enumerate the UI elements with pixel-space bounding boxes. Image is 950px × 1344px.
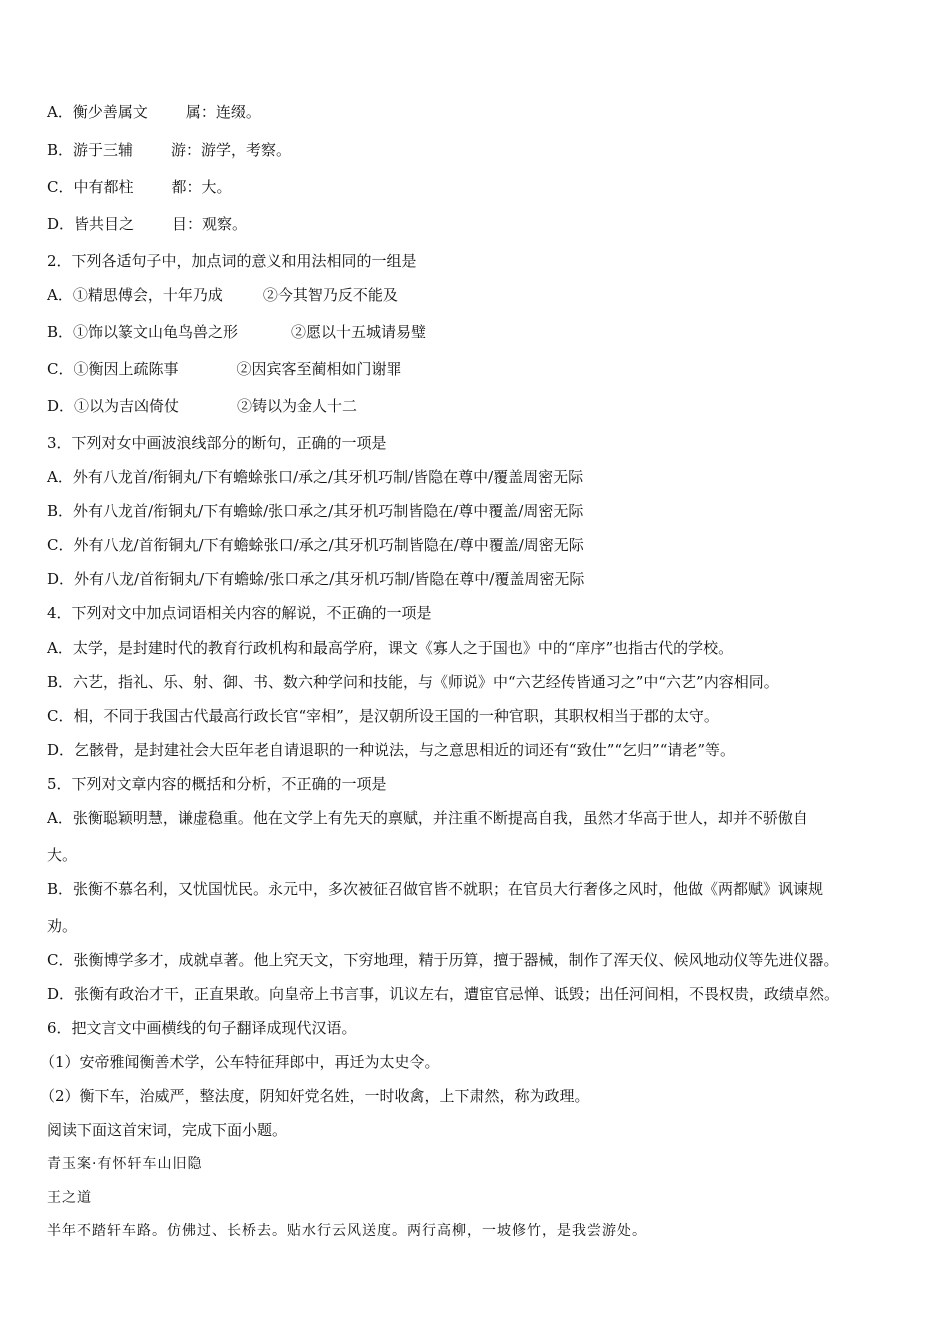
q3-stem: 3．下列对女中画波浪线部分的断句，正确的一项是	[47, 434, 387, 452]
q1-option-b-note: 游：游学，考察。	[171, 141, 292, 159]
q1-option-a-note: 属：连缀。	[185, 103, 261, 121]
q2-option-d-second: ②铸以为金人十二	[237, 397, 358, 415]
q1-option-d	[47, 215, 247, 233]
q1-option-c	[47, 178, 232, 196]
poem-text: 半年不踏轩车路。仿佛过、长桥去。贴水行云风送度。两行高柳，一坡修竹，是我尝游处。	[47, 1223, 647, 1239]
q5-option-b-line2: 劝。	[47, 917, 78, 935]
q2-option-a-second: ②今其智乃反不能及	[262, 286, 398, 304]
q1-option-d-note: 目：观察。	[172, 215, 248, 233]
q4-option-d: D．乞骸骨，是封建社会大臣年老自请退职的一种说法，与之意思相近的词还有“致仕”“乞归”“请老”等。	[47, 741, 736, 759]
q5-option-b-line1: B．张衡不慕名利，又忧国忧民。永元中，多次被征召做官皆不就职；在官员大行奢侈之风时，他做《两都赋》讽谏规	[47, 880, 824, 898]
q2-option-a	[47, 286, 398, 304]
q5-stem: 5．下列对文章内容的概括和分析，不正确的一项是	[47, 775, 387, 793]
q1-option-b-label: B．游于三辅	[47, 141, 134, 159]
q6-item-1: （1）安帝雅闻衡善术学，公车特征拜郎中，再迁为太史令。	[40, 1053, 440, 1071]
q1-option-b	[47, 141, 291, 159]
q4-option-c: C．相，不同于我国古代最高行政长官“宰相”，是汉朝所设王国的一种官职，其职权相当于郡的太守。	[47, 707, 719, 725]
poem-author: 王之道	[47, 1190, 92, 1206]
q2-option-d-first: D．①以为吉凶倚仗	[47, 397, 180, 415]
poem-intro: 阅读下面这首宋词，完成下面小题。	[47, 1121, 288, 1139]
q5-option-d: D．张衡有政治才干，正直果敢。向皇帝上书言事，讥议左右，遭宦官忌惮、诋毁；出任河间相，不畏权贵，政绩卓然。	[47, 985, 840, 1003]
q6-item-2: （2）衡下车，治威严，整法度，阴知奸党名姓，一时收禽，上下肃然，称为政理。	[40, 1087, 590, 1105]
q2-option-c-second: ②因宾客至蔺相如门谢罪	[236, 360, 402, 378]
poem-title: 青玉案·有怀轩车山旧隐	[47, 1156, 203, 1172]
q2-option-a-first: A．①精思傅会，十年乃成	[47, 286, 223, 304]
q2-option-d	[47, 397, 357, 415]
q1-option-a	[47, 103, 261, 121]
q2-option-b-second: ②愿以十五城请易璧	[291, 323, 427, 341]
q5-option-a-line2: 大。	[47, 846, 78, 864]
q3-option-c: C．外有八龙/首衔铜丸/下有蟾蜍张口/承之/其牙机巧制皆隐在/尊中覆盖/周密无际	[47, 536, 584, 554]
q3-option-b: B．外有八龙首/衔铜丸/下有蟾蜍/张口承之/其牙机巧制皆隐在/尊中覆盖/周密无际	[47, 502, 584, 520]
q4-option-b: B．六艺，指礼、乐、射、御、书、数六种学问和技能，与《师说》中“六艺经传皆通习之”中“六艺”内容相同。	[47, 673, 779, 691]
q2-option-c-first: C．①衡因上疏陈事	[47, 360, 179, 378]
q4-option-a: A．太学，是封建时代的教育行政机构和最高学府，课文《寡人之于国也》中的“庠序”也指古代的学校。	[47, 639, 734, 657]
q2-option-b	[47, 323, 426, 341]
q1-option-d-label: D．皆共目之	[47, 215, 135, 233]
q1-option-c-label: C．中有都柱	[47, 178, 134, 196]
q3-option-a: A．外有八龙首/衔铜丸/下有蟾蜍张口/承之/其牙机巧制/皆隐在尊中/覆盖周密无际	[47, 468, 584, 486]
q5-option-a-line1: A．张衡聪颖明慧，谦虚稳重。他在文学上有先天的禀赋，并注重不断提高自我，虽然才华高于世人，却并不骄傲自	[47, 809, 808, 827]
q1-option-a-label: A．衡少善属文	[47, 103, 148, 121]
q1-option-c-note: 都：大。	[171, 178, 232, 196]
q2-option-b-first: B．①饰以篆文山龟鸟兽之形	[47, 323, 239, 341]
q2-option-c	[47, 360, 402, 378]
q6-stem: 6．把文言文中画横线的句子翻译成现代汉语。	[47, 1019, 357, 1037]
q4-stem: 4．下列对文中加点词语相关内容的解说，不正确的一项是	[47, 604, 432, 622]
q2-stem: 2．下列各适句子中，加点词的意义和用法相同的一组是	[47, 252, 417, 270]
q3-option-d: D．外有八龙/首衔铜丸/下有蟾蜍/张口承之/其牙机巧制/皆隐在尊中/覆盖周密无际	[47, 570, 585, 588]
q5-option-c: C．张衡博学多才，成就卓著。他上究天文，下穷地理，精于历算，擅于器械，制作了浑天仪、候风地动仪等先进仪器。	[47, 951, 839, 969]
